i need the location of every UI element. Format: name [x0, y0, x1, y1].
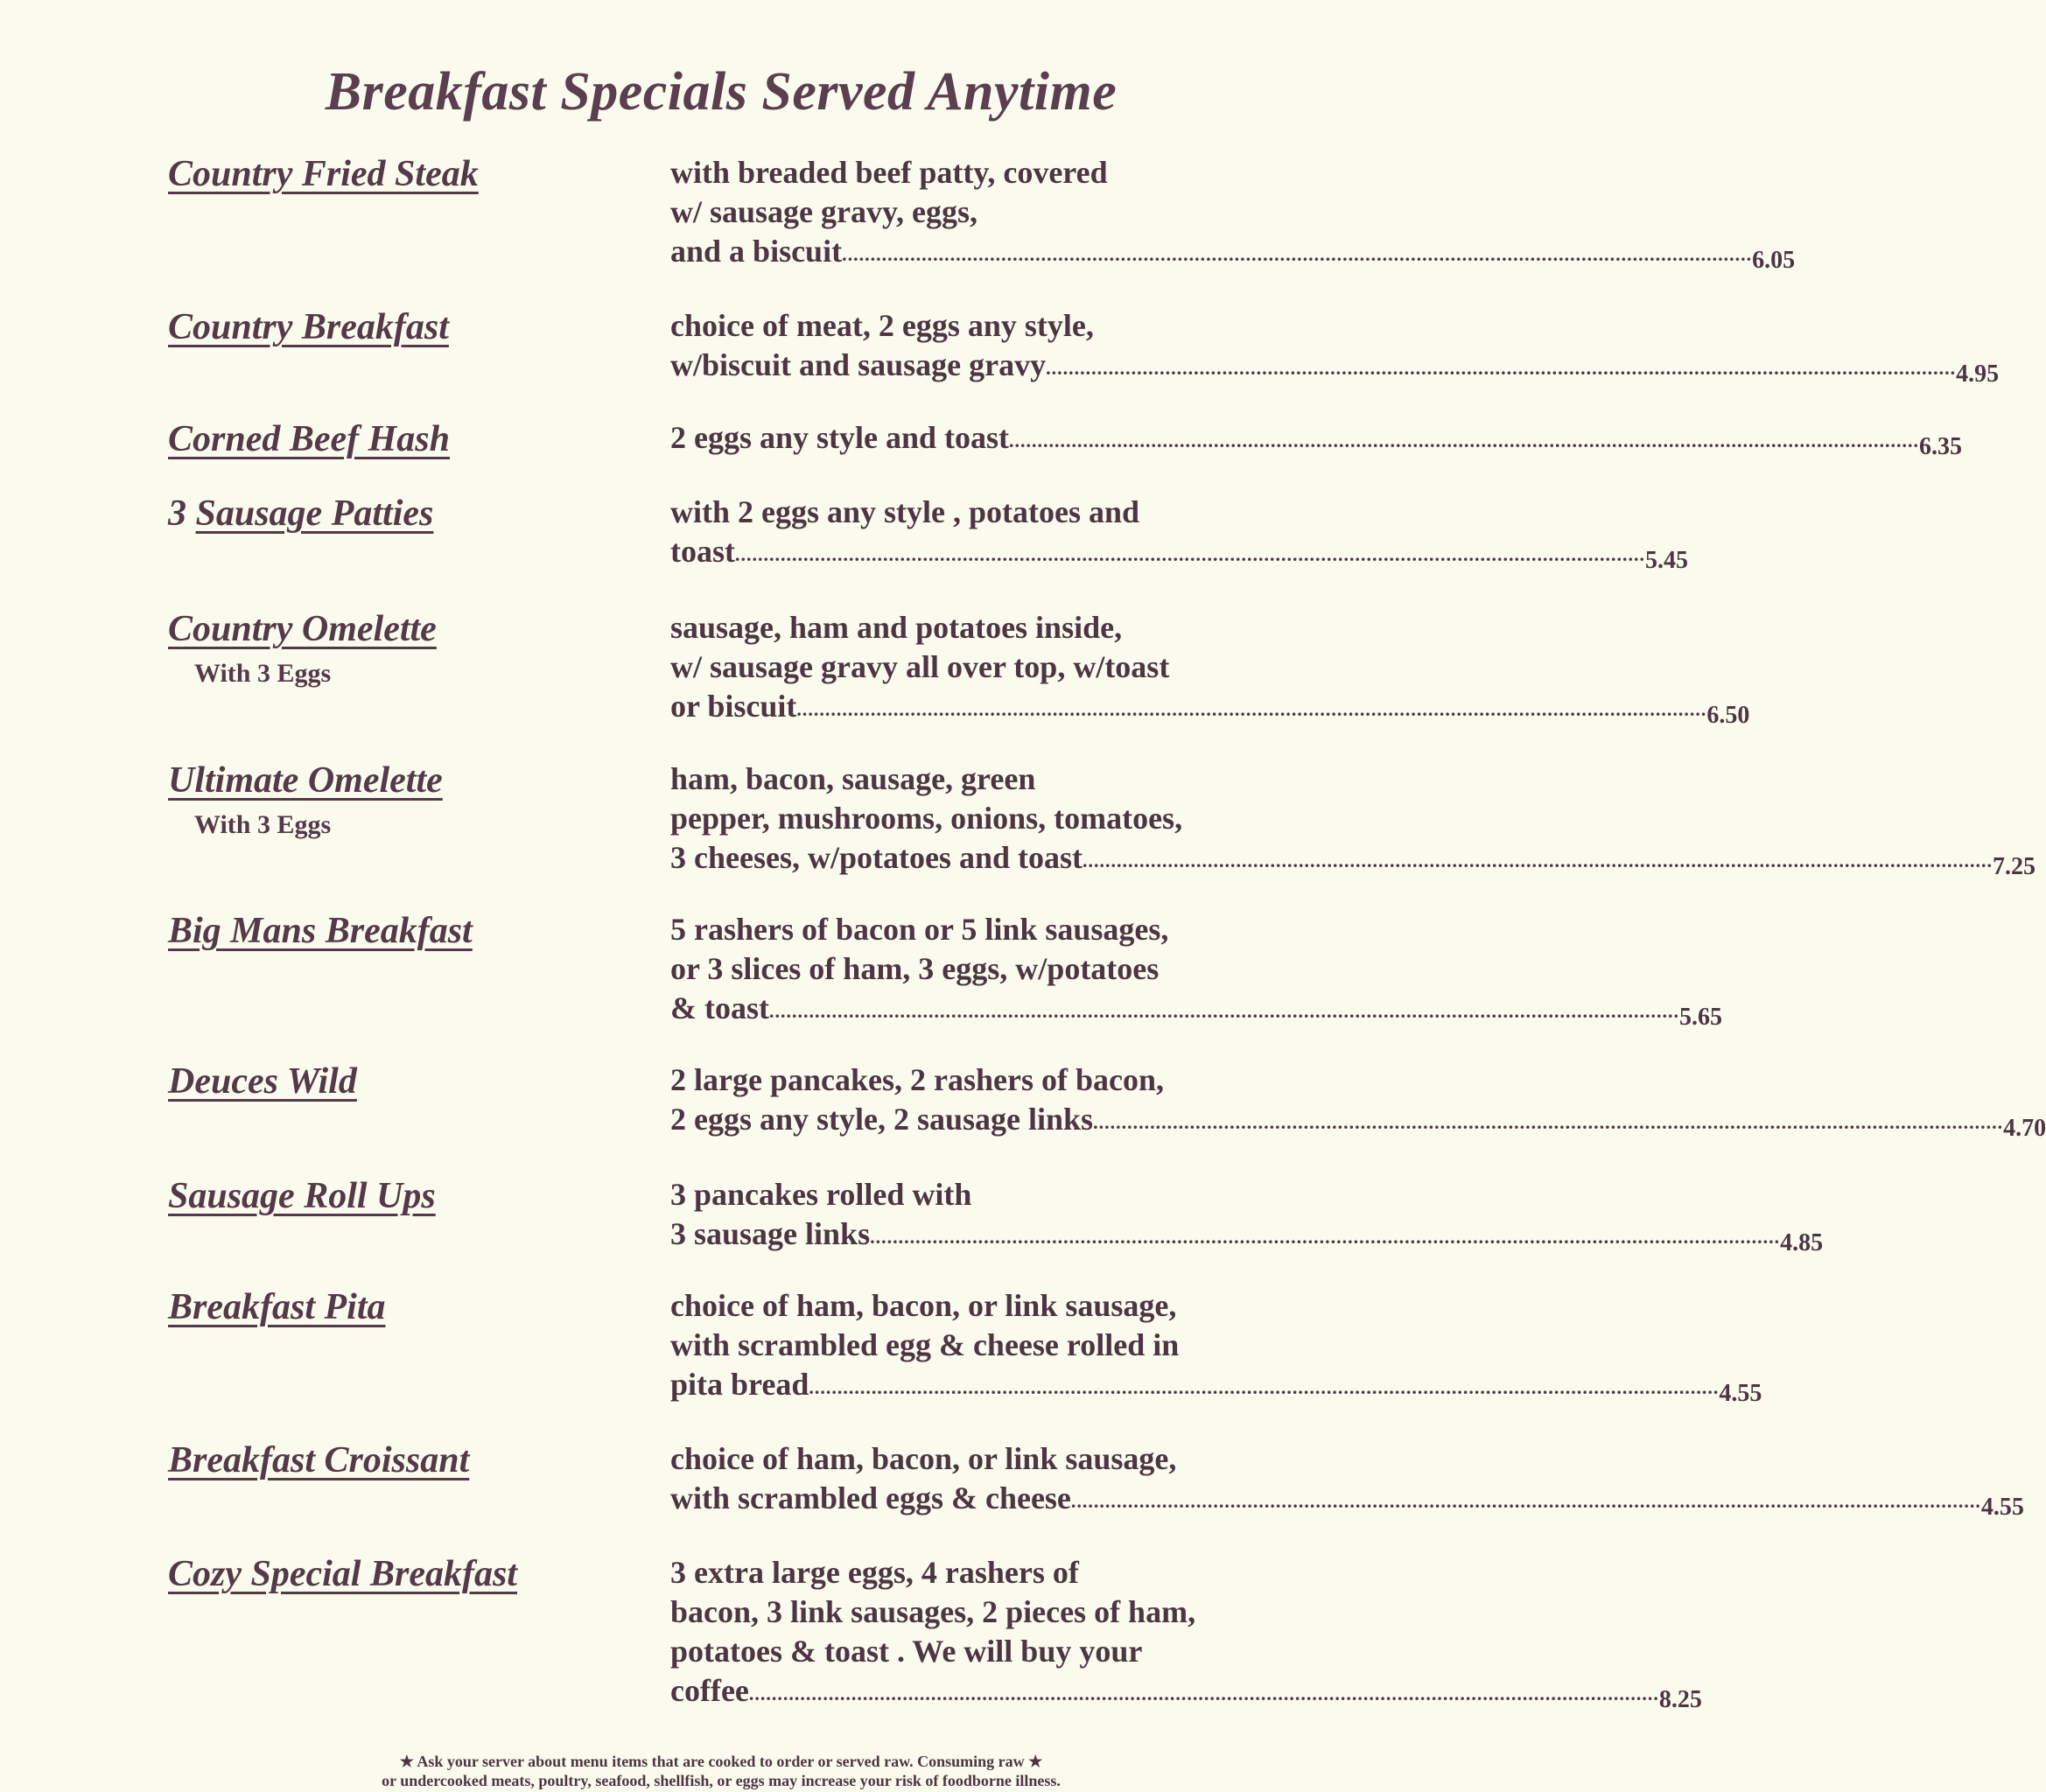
item-description — [670, 1439, 2024, 1521]
item-subtitle: With 3 Eggs — [194, 659, 332, 688]
description-line: ham, bacon, sausage, green — [670, 761, 1036, 796]
dot-leader: ................................................................................................................................................................ — [1070, 1490, 1981, 1512]
description-line: pepper, mushrooms, onions, tomatoes, — [670, 801, 1183, 836]
description-line: 2 eggs any style, 2 sausage links — [670, 1102, 1094, 1137]
notice-line-2: or undercooked meats, poultry, seafood, shellfish, or eggs may increase your risk of foodborne illness. — [382, 1772, 1061, 1789]
description-last-line — [670, 418, 1963, 460]
notice-line-1: ★ Ask your server about menu items that are cooked to order or served raw. Consuming raw ★ — [399, 1753, 1043, 1770]
description-line: coffee — [670, 1673, 749, 1708]
description-line: with 2 eggs any style , potatoes and — [670, 494, 1140, 529]
description-line: or biscuit — [670, 689, 797, 724]
description-line: pita bread — [670, 1367, 809, 1402]
description-last-line — [670, 687, 1750, 729]
item-name-text: Sausage Roll Ups — [168, 1176, 436, 1216]
description-last-line — [670, 232, 1796, 274]
item-description — [670, 910, 1722, 1031]
item-name-text: Corned Beef Hash — [168, 419, 451, 459]
description-last-line — [670, 838, 2035, 880]
description-line: 2 eggs any style and toast — [670, 420, 1010, 455]
item-name-prefix: 3 — [168, 494, 196, 534]
description-line: 3 sausage links — [670, 1216, 871, 1251]
description-last-line — [670, 1479, 2024, 1521]
description-line: with scrambled egg & cheese rolled in — [670, 1327, 1180, 1362]
item-price: 4.55 — [1980, 1494, 2024, 1521]
description-line: with breaded beef patty, covered — [670, 155, 1108, 190]
item-name-text: Deuces Wild — [168, 1061, 357, 1102]
item-price: 6.50 — [1706, 702, 1750, 729]
item-price: 6.05 — [1752, 247, 1796, 274]
item-name — [168, 493, 433, 535]
description-line: 3 cheeses, w/potatoes and toast — [670, 840, 1083, 875]
description-last-line — [670, 989, 1722, 1031]
item-name — [168, 153, 479, 195]
item-name — [168, 1286, 386, 1328]
item-name — [168, 1439, 469, 1481]
item-name — [168, 608, 437, 650]
description-last-line — [670, 1214, 1824, 1256]
description-line: w/ sausage gravy, eggs, — [670, 194, 977, 229]
description-line: choice of meat, 2 eggs any style, — [670, 308, 1094, 343]
item-name-text: Big Mans Breakfast — [168, 911, 473, 951]
item-description — [670, 418, 1963, 460]
dot-leader: ................................................................................................................................................................ — [842, 243, 1753, 265]
description-line: 3 extra large eggs, 4 rashers of — [670, 1555, 1079, 1590]
description-line: potatoes & toast . We will buy your — [670, 1634, 1143, 1669]
item-name — [168, 1060, 357, 1102]
item-name-text: Sausage Patties — [195, 494, 434, 534]
description-last-line — [670, 1671, 1702, 1713]
item-description — [670, 1286, 1762, 1407]
dot-leader: ................................................................................................................................................................ — [768, 1000, 1679, 1022]
item-price: 4.95 — [1956, 360, 2000, 388]
item-description — [670, 608, 1750, 729]
item-name-text: Breakfast Croissant — [168, 1440, 470, 1480]
description-line: 2 large pancakes, 2 rashers of bacon, — [670, 1062, 1164, 1097]
item-description — [670, 760, 2035, 880]
item-name — [168, 1175, 436, 1217]
dot-leader: ................................................................................................................................................................ — [1082, 850, 1993, 872]
dot-leader: ................................................................................................................................................................ — [1093, 1111, 2004, 1133]
item-price: 6.35 — [1919, 433, 1963, 460]
item-price: 7.25 — [1992, 853, 2035, 880]
menu-title: Breakfast Specials Served Anytime — [325, 62, 1118, 122]
item-description — [670, 153, 1796, 274]
item-name — [168, 1553, 517, 1595]
description-line: w/biscuit and sausage gravy — [670, 347, 1047, 382]
dot-leader: ................................................................................................................................................................ — [1046, 357, 1957, 379]
dot-leader: ................................................................................................................................................................ — [870, 1226, 1781, 1248]
item-price: 4.70 — [2003, 1115, 2046, 1142]
dot-leader: ................................................................................................................................................................ — [735, 543, 1645, 565]
description-last-line — [670, 532, 1688, 574]
item-name-text: Breakfast Pita — [168, 1287, 386, 1327]
food-safety-notice — [0, 1752, 1442, 1790]
item-name-text: Country Fried Steak — [168, 154, 479, 194]
description-line: 5 rashers of bacon or 5 link sausages, — [670, 912, 1169, 947]
item-name — [168, 760, 443, 802]
item-name — [168, 910, 473, 952]
item-price: 4.55 — [1719, 1380, 1762, 1407]
description-last-line — [670, 346, 2000, 388]
item-name-text: Country Omelette — [168, 609, 437, 649]
item-description — [670, 1175, 1824, 1256]
item-name — [168, 306, 449, 348]
item-price: 8.25 — [1658, 1686, 1702, 1713]
item-name-text: Cozy Special Breakfast — [168, 1554, 517, 1594]
item-price: 4.85 — [1780, 1229, 1824, 1256]
description-line: choice of ham, bacon, or link sausage, — [670, 1288, 1177, 1323]
description-line: bacon, 3 link sausages, 2 pieces of ham, — [670, 1594, 1196, 1629]
dot-leader: ................................................................................................................................................................ — [809, 1376, 1720, 1398]
item-description — [670, 1060, 2046, 1142]
description-line: w/ sausage gravy all over top, w/toast — [670, 649, 1170, 684]
description-line: sausage, ham and potatoes inside, — [670, 610, 1123, 645]
item-description — [670, 306, 2000, 388]
description-line: 3 pancakes rolled with — [670, 1177, 972, 1212]
dot-leader: ................................................................................................................................................................ — [1009, 430, 1920, 452]
description-last-line — [670, 1365, 1762, 1407]
description-line: toast — [670, 534, 735, 569]
item-description — [670, 493, 1688, 574]
item-name-text: Country Breakfast — [168, 307, 449, 347]
description-line: or 3 slices of ham, 3 eggs, w/potatoes — [670, 951, 1160, 986]
item-price: 5.45 — [1645, 547, 1688, 574]
item-price: 5.65 — [1678, 1004, 1722, 1031]
item-name-text: Ultimate Omelette — [168, 760, 443, 801]
dot-leader: ................................................................................................................................................................ — [796, 698, 1707, 720]
dot-leader: ................................................................................................................................................................ — [748, 1683, 1659, 1704]
description-last-line — [670, 1100, 2046, 1142]
description-line: & toast — [670, 990, 769, 1026]
item-subtitle: With 3 Eggs — [194, 810, 332, 839]
description-line: and a biscuit — [670, 234, 843, 269]
item-name — [168, 418, 450, 460]
description-line: choice of ham, bacon, or link sausage, — [670, 1441, 1177, 1476]
item-description — [670, 1553, 1702, 1713]
description-line: with scrambled eggs & cheese — [670, 1480, 1071, 1516]
